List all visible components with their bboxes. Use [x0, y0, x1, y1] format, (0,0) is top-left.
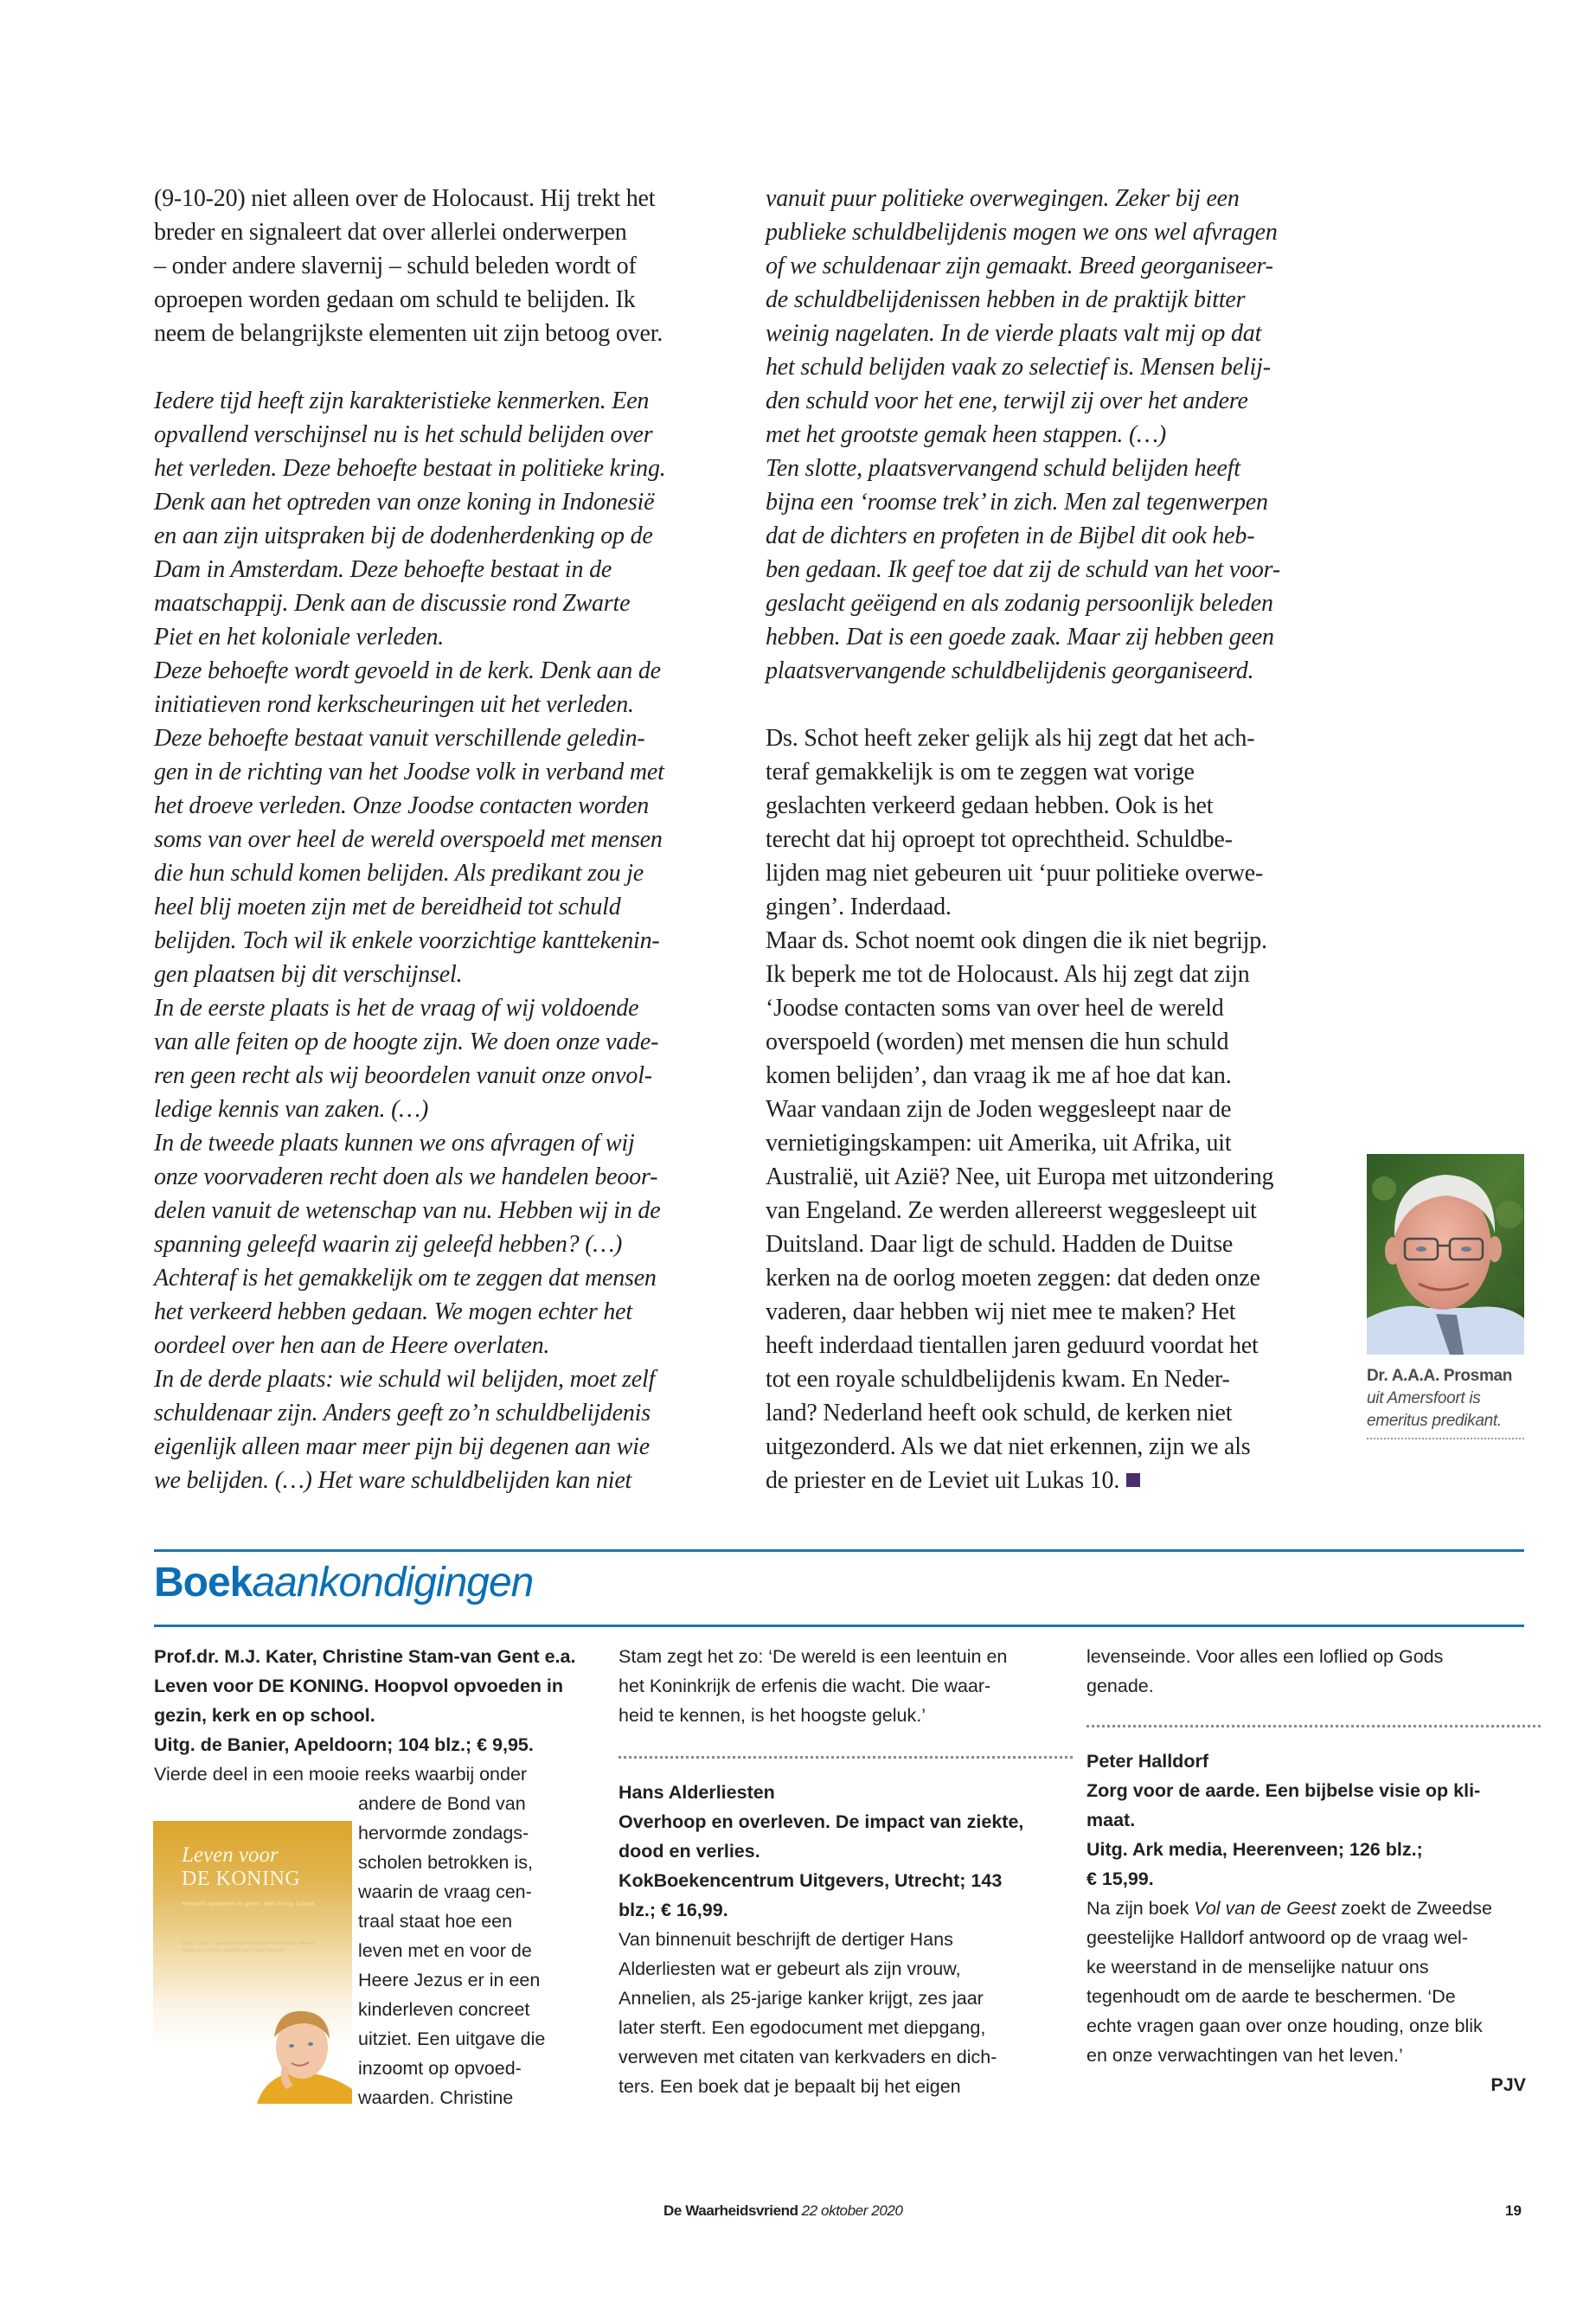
book-description-line: andere de Bond van	[358, 1793, 526, 1814]
book-description-line: waarin de vraag cen-	[358, 1881, 532, 1902]
book-description-line: genade.	[1086, 1676, 1154, 1696]
text-line: Waar vandaan zijn de Joden weggesleept naar de	[766, 1096, 1232, 1123]
text-line: met het grootste gemak heen stappen. (…)	[766, 421, 1166, 448]
publication-name: De Waarheidsvriend	[663, 2202, 798, 2219]
section-title	[154, 1557, 533, 1609]
book-title-line: maat.	[1086, 1810, 1136, 1830]
book-description-line: inzoomt op opvoed-	[358, 2058, 522, 2079]
text-line: neem de belangrijkste elementen uit zijn betoog over.	[154, 320, 663, 347]
article-left-column	[154, 182, 725, 1497]
text-line: ‘Joodse contacten soms van over heel de wereld	[766, 995, 1224, 1022]
cover-authors: dr. M.J. Kater, Christine Stam-van Gent, Elise Faber-Maurits, Albertine Karels-van den Brink, Liesbeth van Klinken-Rijneveld	[182, 1941, 317, 1953]
book-description-line: levenseinde. Voor alles een loflied op Gods	[1086, 1646, 1444, 1667]
author-divider	[1367, 1438, 1524, 1439]
book-title-line: gezin, kerk en op school.	[154, 1705, 375, 1726]
book-description-line: geestelijke Halldorf antwoord op de vraag wel-	[1086, 1927, 1468, 1948]
book-description-line: ke weerstand in de menselijke natuur ons	[1086, 1957, 1429, 1977]
text-line: plaatsvervangende schuldbelijdenis georganiseerd.	[766, 657, 1254, 684]
text-line: soms van over heel de wereld overspoeld met mensen	[154, 826, 663, 853]
article-right-column	[766, 182, 1336, 1497]
book-description-line: verweven met citaten van kerkvaders en dich-	[619, 2047, 997, 2067]
text-line: – onder andere slavernij – schuld beleden wordt of	[154, 253, 637, 279]
book-description-line: hervormde zondags-	[358, 1823, 529, 1843]
book-publisher-line: KokBoekencentrum Uitgevers, Utrecht; 143	[619, 1870, 1003, 1891]
text-line: gen plaatsen bij dit verschijnsel.	[154, 961, 463, 988]
text-line: weinig nagelaten. In de vierde plaats valt mij op dat	[766, 320, 1262, 347]
text-line: het verkeerd hebben gedaan. We mogen echter het	[154, 1298, 632, 1325]
text-line: (9-10-20) niet alleen over de Holocaust. Hij trekt het	[154, 185, 656, 212]
text-line: breder en signaleert dat over allerlei onderwerpen	[154, 219, 627, 246]
cover-child-illustration	[248, 2003, 352, 2104]
text-line: maatschappij. Denk aan de discussie rond Zwarte	[154, 590, 631, 617]
book-description-line: Stam zegt het zo: ‘De wereld is een leentuin en	[619, 1646, 1008, 1667]
text-line: geslachten verkeerd gedaan hebben. Ook is het	[766, 792, 1214, 819]
text-line: vaderen, daar hebben wij niet mee te maken? Het	[766, 1298, 1236, 1325]
text-line: ledige kennis van zaken. (…)	[154, 1096, 429, 1123]
text-line: spanning geleefd waarin zij geleefd hebben? (…)	[154, 1231, 623, 1258]
text-line: land? Nederland heeft ook schuld, de kerken niet	[766, 1400, 1233, 1426]
text-line: publieke schuldbelijdenis mogen we ons wel afvragen	[766, 219, 1278, 246]
text-line: ren geen recht als wij beoordelen vanuit onze onvol-	[154, 1062, 652, 1089]
end-of-article-square-icon	[1126, 1473, 1140, 1487]
text-line: Duitsland. Daar ligt de schuld. Hadden de Duitse	[766, 1231, 1234, 1258]
text-line: Achteraf is het gemakkelijk om te zeggen dat mensen	[154, 1265, 657, 1292]
book-title-line: Zorg voor de aarde. Een bijbelse visie op kli-	[1086, 1780, 1481, 1801]
text-line: komen belijden’, dan vraag ik me af hoe dat kan.	[766, 1062, 1232, 1089]
author-bio-line: emeritus predikant.	[1367, 1412, 1502, 1430]
text-line: delen vanuit de wetenschap van nu. Hebben wij in de	[154, 1197, 661, 1224]
text-line: In de tweede plaats kunnen we ons afvragen of wij	[154, 1130, 635, 1157]
cited-book-title: Vol van de Geest	[1194, 1898, 1336, 1919]
book-publisher-line: € 15,99.	[1086, 1868, 1154, 1889]
author-name: Dr. A.A.A. Prosman	[1367, 1367, 1513, 1385]
cover-title-line: Leven voor	[182, 1843, 279, 1867]
article-quote-continued	[766, 182, 1336, 688]
author-box	[1367, 1154, 1524, 1439]
text-line: belijden. Toch wil ik enkele voorzichtige kanttekenin-	[154, 927, 660, 954]
text-line: teraf gemakkelijk is om te zeggen wat vorige	[766, 759, 1195, 785]
book-title-line: Leven voor DE KONING. Hoopvol opvoeden in	[154, 1676, 564, 1696]
text-line: Dam in Amsterdam. Deze behoefte bestaat in de	[154, 556, 612, 583]
page-number: 19	[1505, 2202, 1522, 2219]
book-description-line: waarden. Christine	[358, 2087, 514, 2108]
book-publisher-line: Uitg. Ark media, Heerenveen; 126 blz.;	[1086, 1839, 1423, 1860]
section-top-rule	[154, 1549, 1524, 1552]
text-line: den schuld voor het ene, terwijl zij over het andere	[766, 388, 1248, 414]
book-publisher-line: blz.; € 16,99.	[619, 1900, 728, 1920]
text-line: overspoeld (worden) met mensen die hun schuld	[766, 1029, 1229, 1055]
reviewer-signature: PJV	[1490, 2074, 1526, 2095]
text-line: bijna een ‘roomse trek’ in zich. Men zal tegenwerpen	[766, 489, 1268, 516]
text-line: In de eerste plaats is het de vraag of wij voldoende	[154, 995, 639, 1022]
text-line: geslacht geëigend en als zodanig persoonlijk beleden	[766, 590, 1273, 617]
text-line: gingen’. Inderdaad.	[766, 894, 952, 920]
text-line: opvallend verschijnsel nu is het schuld belijden over	[154, 421, 653, 448]
article-quote	[154, 384, 725, 1497]
book-description-line: leven met en voor de	[358, 1940, 532, 1961]
publication-date: 22 oktober 2020	[801, 2202, 903, 2219]
text-line: het droeve verleden. Onze Joodse contacten worden	[154, 792, 650, 819]
book-author: Peter Halldorf	[1086, 1751, 1208, 1772]
text-line: Maar ds. Schot noemt ook dingen die ik niet begrijp.	[766, 927, 1267, 954]
book-announcement-column-3	[1086, 1642, 1541, 2099]
text-line: In de derde plaats: wie schuld wil belijden, moet zelf	[154, 1366, 656, 1393]
book-description-line: scholen betrokken is,	[358, 1852, 533, 1873]
text-line: heeft inderdaad tientallen jaren geduurd voordat het	[766, 1332, 1259, 1359]
text-line: Piet en het koloniale verleden.	[154, 624, 445, 651]
book-description-line: echte vragen gaan over onze houding, onze blik	[1086, 2016, 1483, 2036]
text-fragment: Na zijn boek	[1086, 1898, 1195, 1919]
section-title-bold: Boek	[154, 1560, 253, 1606]
text-line: oproepen worden gedaan om schuld te belijden. Ik	[154, 286, 636, 313]
section-title-italic: aankondigingen	[252, 1560, 534, 1606]
text-line: onze voorvaderen recht doen als we handelen beoor-	[154, 1163, 658, 1190]
book-title-line: dood en verlies.	[619, 1841, 760, 1862]
text-line: van Engeland. Ze werden allereerst weggesleept uit	[766, 1197, 1257, 1224]
book-description-line: Alderliesten wat er gebeurt als zijn vrouw,	[619, 1958, 961, 1979]
text-line: of we schuldenaar zijn gemaakt. Breed georganiseer-	[766, 253, 1273, 279]
cover-subtitle: Hoopvol opvoeden in gezin, kerk en op school	[182, 1900, 315, 1907]
book-description-line: later sterft. Een egodocument met diepgang,	[619, 2017, 986, 2038]
text-line: Ds. Schot heeft zeker gelijk als hij zegt dat het ach-	[766, 725, 1255, 752]
text-line: de schuldbelijdenissen hebben in de praktijk bitter	[766, 286, 1246, 313]
book-title-line: Overhoop en overleven. De impact van ziekte,	[619, 1811, 1024, 1832]
text-fragment: zoekt de Zweedse	[1336, 1898, 1492, 1919]
text-line: die hun schuld komen belijden. Als predikant zou je	[154, 860, 644, 887]
article-body	[766, 721, 1336, 1497]
book-description-line: Van binnenuit beschrijft de dertiger Hans	[619, 1929, 953, 1950]
text-line: eigenlijk alleen maar meer pijn bij degenen aan wie	[154, 1433, 650, 1460]
book-description-line	[1086, 1894, 1541, 1923]
text-line: gen in de richting van het Joodse volk in verband met	[154, 759, 664, 785]
book-description-line: Annelien, als 25-jarige kanker krijgt, zes jaar	[619, 1988, 984, 2009]
book-announcement-column-2	[619, 1642, 1073, 2101]
book-author: Prof.dr. M.J. Kater, Christine Stam-van Gent e.a.	[154, 1646, 576, 1667]
text-line: we belijden. (…) Het ware schuldbelijden kan niet	[154, 1467, 632, 1494]
text-line: initiatieven rond kerkscheuringen uit het verleden.	[154, 691, 634, 718]
footer-publication	[663, 2202, 903, 2220]
book-description-line: tegenhoudt om de aarde te beschermen. ‘De	[1086, 1986, 1456, 2007]
dotted-separator	[1086, 1725, 1541, 1727]
text-line: dat de dichters en profeten in de Bijbel dit ook heb-	[766, 522, 1255, 549]
book-description-line: kinderleven concreet	[358, 1999, 530, 2020]
text-line: Deze behoefte bestaat vanuit verschillende geledin-	[154, 725, 645, 752]
text-line: kerken na de oorlog moeten zeggen: dat deden onze	[766, 1265, 1260, 1292]
text-line: heel blij moeten zijn met de bereidheid tot schuld	[154, 894, 621, 920]
book-description-line: Heere Jezus er in een	[358, 1970, 541, 1990]
book-publisher: Uitg. de Banier, Apeldoorn; 104 blz.; € 9,95.	[154, 1734, 534, 1755]
article-intro	[154, 182, 725, 350]
text-line: vanuit puur politieke overwegingen. Zeker bij een	[766, 185, 1240, 212]
text-line: oordeel over hen aan de Heere overlaten.	[154, 1332, 550, 1359]
text-line: van alle feiten op de hoogte zijn. We doen onze vade-	[154, 1029, 659, 1055]
section-bottom-rule	[154, 1625, 1524, 1627]
text-line: terecht dat hij oproept tot oprechtheid. Schuldbe-	[766, 826, 1233, 853]
author-bio-line: uit Amersfoort is	[1367, 1389, 1481, 1407]
text-line: Deze behoefte wordt gevoeld in de kerk. Denk aan de	[154, 657, 661, 684]
text-line: Ik beperk me tot de Holocaust. Als hij zegt dat zijn	[766, 961, 1250, 988]
book-description-line: uitziet. Een uitgave die	[358, 2029, 546, 2049]
text-line: Australië, uit Azië? Nee, uit Europa met uitzondering	[766, 1163, 1274, 1190]
text-line: Iedere tijd heeft zijn karakteristieke kenmerken. Een	[154, 388, 650, 414]
text-line: vernietigingskampen: uit Amerika, uit Afrika, uit	[766, 1130, 1232, 1157]
author-portrait-photo	[1367, 1154, 1524, 1355]
book-description-line: het Koninkrijk de erfenis die wacht. Die waar-	[619, 1676, 991, 1696]
text-line: hebben. Dat is een goede zaak. Maar zij hebben geen	[766, 624, 1274, 651]
dotted-separator	[619, 1756, 1073, 1759]
text-line: schuldenaar zijn. Anders geeft zo’n schuldbelijdenis	[154, 1400, 651, 1426]
text-line	[766, 1464, 1336, 1497]
cover-title-line: DE KONING	[182, 1868, 301, 1890]
book-cover-image	[153, 1821, 352, 2104]
text-line: ben gedaan. Ik geef toe dat zij de schuld van het voor-	[766, 556, 1280, 583]
book-description-line: Vierde deel in een mooie reeks waarbij onder	[154, 1764, 528, 1785]
text-line: lijden mag niet gebeuren uit ‘puur politieke overwe-	[766, 860, 1264, 887]
text-line: tot een royale schuldbelijdenis kwam. En Neder-	[766, 1366, 1230, 1393]
text-line: Ten slotte, plaatsvervangend schuld belijden heeft	[766, 455, 1240, 482]
book-description-line: traal staat hoe een	[358, 1911, 513, 1932]
text-line: het schuld belijden vaak zo selectief is. Mensen belij-	[766, 354, 1271, 381]
text-line-content: de priester en de Leviet uit Lukas 10.	[766, 1467, 1120, 1494]
text-line: Denk aan het optreden van onze koning in Indonesië	[154, 489, 655, 516]
book-description-line: ters. Een boek dat je bepaalt bij het eigen	[619, 2076, 961, 2097]
book-author: Hans Alderliesten	[619, 1782, 775, 1803]
text-line: het verleden. Deze behoefte bestaat in politieke kring.	[154, 455, 666, 482]
text-line: uitgezonderd. Als we dat niet erkennen, zijn we als	[766, 1433, 1251, 1460]
book-description-line: heid te kennen, is het hoogste geluk.’	[619, 1705, 926, 1726]
book-description-line: en onze verwachtingen van het leven.’	[1086, 2045, 1403, 2066]
text-line: en aan zijn uitspraken bij de dodenherdenking op de	[154, 522, 653, 549]
